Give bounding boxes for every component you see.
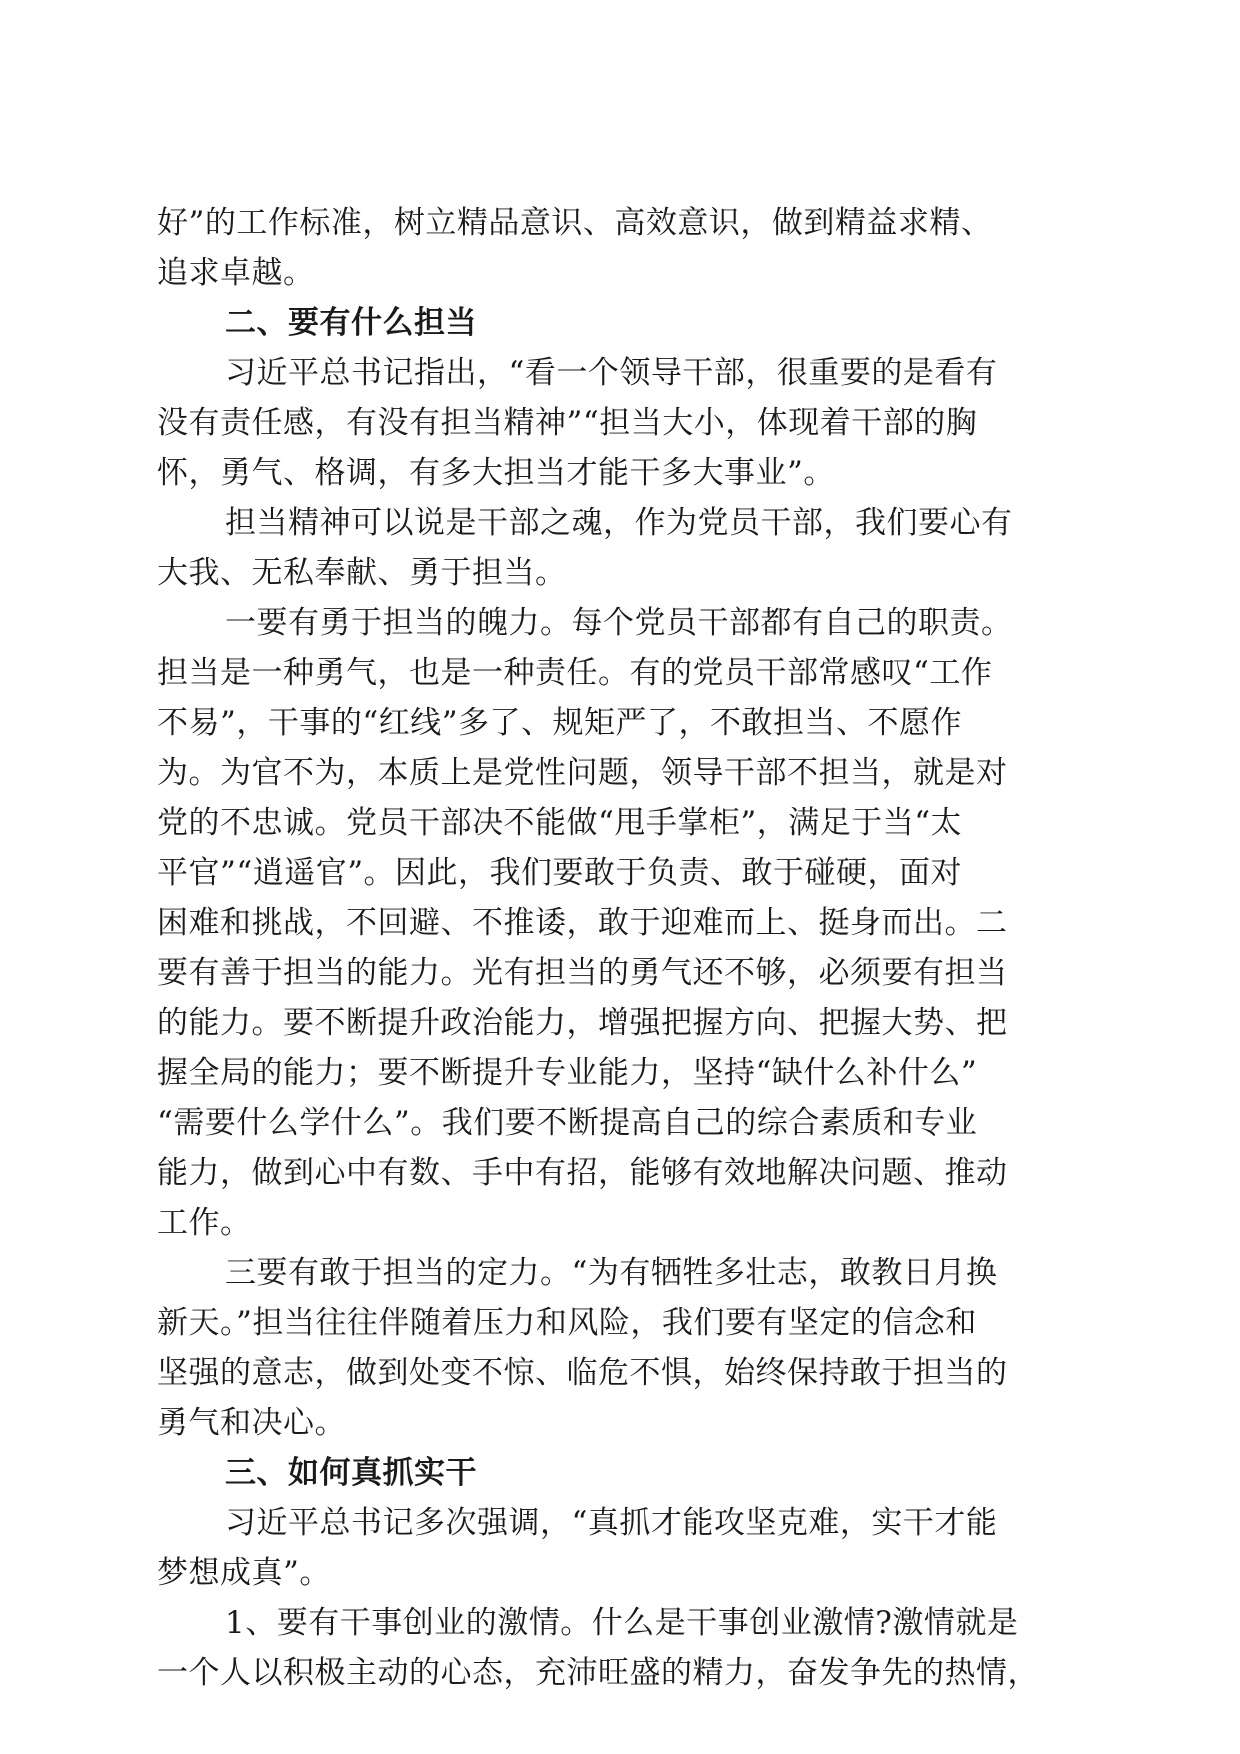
paragraph-start: 一要有勇于担当的魄力。每个党员干部都有自己的职责。: [225, 605, 1013, 641]
text-line: 握全局的能力；要不断提升专业能力，坚持“缺什么补什么”: [157, 1055, 978, 1091]
section-heading: 二、要有什么担当: [225, 305, 477, 341]
text-line: 新天。”担当往往伴随着压力和风险，我们要有坚定的信念和: [157, 1305, 977, 1341]
text-line: 担当是一种勇气，也是一种责任。有的党员干部常感叹“工作: [157, 655, 993, 691]
text-line: 梦想成真”。: [157, 1555, 331, 1591]
text-line: 好”的工作标准，树立精品意识、高效意识，做到精益求精、: [157, 205, 993, 241]
text-line: 怀，勇气、格调，有多大担当才能干多大事业”。: [157, 455, 835, 491]
text-line: 追求卓越。: [157, 255, 315, 291]
text-line: 勇气和决心。: [157, 1405, 346, 1441]
text-line: 大我、无私奉献、勇于担当。: [157, 555, 567, 591]
text-line: 为。为官不为，本质上是党性问题，领导干部不担当，就是对: [157, 755, 1008, 791]
text-line: 要有善于担当的能力。光有担当的勇气还不够，必须要有担当: [157, 955, 1008, 991]
text-line: 工作。: [157, 1205, 252, 1241]
text-line: 平官”“逍遥官”。因此，我们要敢于负责、敢于碰硬，面对: [157, 855, 963, 891]
text-line: 困难和挑战，不回避、不推诿，敢于迎难而上、挺身而出。二: [157, 905, 1008, 941]
paragraph-start: 习近平总书记指出，“看一个领导干部，很重要的是看有: [225, 355, 998, 391]
paragraph-start: 习近平总书记多次强调，“真抓才能攻坚克难，实干才能: [225, 1505, 998, 1541]
paragraph-start: 三要有敢于担当的定力。“为有牺牲多壮志，敢教日月换: [225, 1255, 998, 1291]
paragraph-start: 1、要有干事创业的激情。什么是干事创业激情?激情就是: [225, 1605, 1019, 1641]
text-line: 党的不忠诚。党员干部决不能做“甩手掌柜”，满足于当“太: [157, 805, 963, 841]
section-heading: 三、如何真抓实干: [225, 1455, 477, 1491]
text-line: 不易”，干事的“红线”多了、规矩严了，不敢担当、不愿作: [157, 705, 963, 741]
text-line: 没有责任感，有没有担当精神”“担当大小，体现着干部的胸: [157, 405, 978, 441]
text-line: 的能力。要不断提升政治能力，增强把握方向、把握大势、把: [157, 1005, 1008, 1041]
document-body: [157, 198, 1077, 1698]
text-line: 能力，做到心中有数、手中有招，能够有效地解决问题、推动: [157, 1155, 1008, 1191]
text-line: 一个人以积极主动的心态，充沛旺盛的精力，奋发争先的热情，: [157, 1655, 1039, 1691]
text-line: 坚强的意志，做到处变不惊、临危不惧，始终保持敢于担当的: [157, 1355, 1008, 1391]
text-line: “需要什么学什么”。我们要不断提高自己的综合素质和专业: [157, 1105, 978, 1141]
paragraph-start: 担当精神可以说是干部之魂，作为党员干部，我们要心有: [225, 505, 1013, 541]
